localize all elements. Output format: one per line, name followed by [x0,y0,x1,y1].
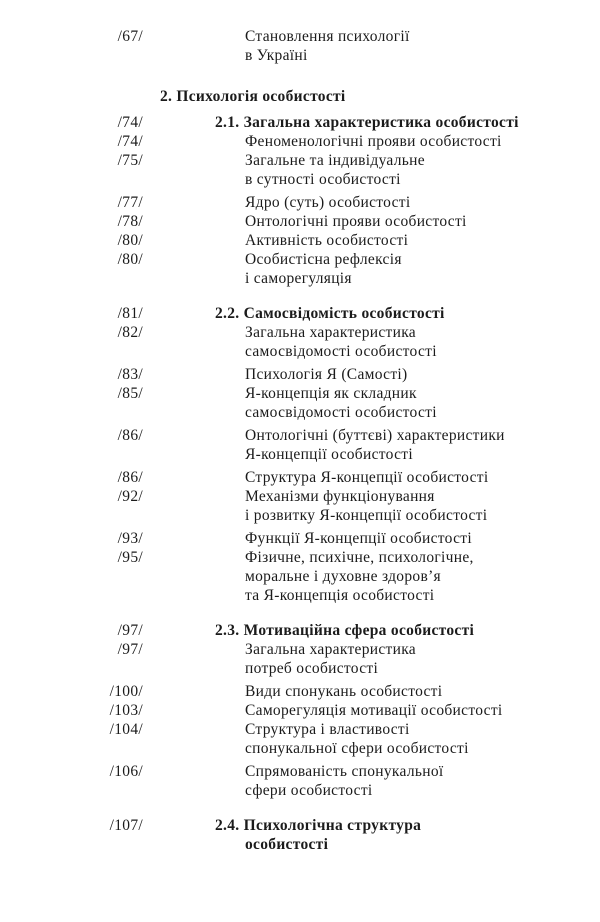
entry-title-line: самосвідомості особистості [245,404,437,421]
page-number: /103/ [109,702,143,719]
page-number: /92/ [117,488,143,505]
entry-title-line: Структура Я-концепції особистості [245,469,489,486]
toc-subsection-row [0,621,600,640]
entry-title-line: Механізми функціонування [245,488,435,505]
toc-subsection-row [0,113,600,132]
entry-title-line: Загальна характеристика [245,324,416,341]
entry-title [245,548,474,605]
entry-title [245,682,442,701]
toc-entry-row [0,487,600,525]
toc-subsection-row [0,304,600,323]
page-number: /81/ [117,305,143,322]
entry-title-line: в сутності особистості [245,171,401,188]
entry-title-line: Онтологічні (буттєві) характеристики [245,427,505,444]
toc-entry-row [0,231,600,250]
toc-entry-row [0,548,600,605]
page-number: /86/ [117,427,143,444]
entry-title-line: Психологія Я (Самості) [245,366,408,383]
page-number: /86/ [117,469,143,486]
entry-title-line: Я-концепції особистості [245,446,413,463]
page-number: /85/ [117,385,143,402]
entry-title-line: Ядро (суть) особистості [245,194,411,211]
entry-title [245,426,505,464]
page-number: /93/ [117,530,143,547]
toc-entry-row [0,682,600,701]
page-number: /95/ [117,549,143,566]
entry-title-line: самосвідомості особистості [245,343,437,360]
toc-entry-row [0,250,600,288]
entry-title-line: Феноменологічні прояви особистості [245,133,502,150]
entry-title [245,762,444,800]
entry-title [215,113,519,132]
toc-entry-row [0,132,600,151]
toc-entry-row [0,762,600,800]
page-number: /100/ [109,683,143,700]
entry-title-line: моральне і духовне здоров’я [245,568,441,585]
entry-title-line: спонукальної сфери особистості [245,740,469,757]
page-number: /78/ [117,213,143,230]
toc-entry-row [0,212,600,231]
page-number: /80/ [117,232,143,249]
toc-entry-row [0,384,600,422]
toc-entry-row [0,27,600,65]
entry-title-line: потреб особистості [245,660,379,677]
page-number: /74/ [117,114,143,131]
page-number: /82/ [117,324,143,341]
entry-title-line: і саморегуляція [245,270,352,287]
entry-title-line: Особистісна рефлексія [245,251,402,268]
entry-title [245,27,410,65]
page-number: /106/ [109,763,143,780]
entry-title-line: Фізичне, психічне, психологічне, [245,549,474,566]
entry-title-line: Спрямованість спонукальної [245,763,444,780]
entry-title-line: 2.1. Загальна характеристика особистості [215,114,519,131]
entry-title-line: і розвитку Я-концепції особистості [245,507,488,524]
toc-entry-row [0,365,600,384]
entry-title [245,487,487,525]
toc-entry-row [0,468,600,487]
entry-title-line: Загальна характеристика [245,641,416,658]
page-number: /75/ [117,152,143,169]
page-number: /104/ [109,721,143,738]
entry-title-line: Структура і властивості [245,721,410,738]
entry-title-line: в Україні [245,47,308,64]
section-heading: 2. Психологія особистості [160,88,346,105]
entry-title [215,816,421,854]
entry-title-line: 2.4. Психологічна структура [215,817,422,834]
toc-entry-row [0,720,600,758]
entry-title-line: 2.2. Самосвідомість особистості [215,305,445,322]
entry-title-line: Онтологічні прояви особистості [245,213,467,230]
entry-title [245,365,408,384]
toc-list [0,27,600,854]
toc-entry-row [0,426,600,464]
entry-title [245,151,425,189]
entry-title [245,720,469,758]
page-number: /74/ [117,133,143,150]
entry-title-line: Активність особистості [245,232,409,249]
page-number: /97/ [117,622,143,639]
entry-title [245,250,402,288]
entry-title-line: особистості [245,836,329,853]
entry-title [245,132,502,151]
toc-entry-row [0,701,600,720]
toc-entry-row [0,323,600,361]
entry-title-line: Становлення психології [245,28,410,45]
entry-title [245,384,437,422]
page-number: /107/ [109,817,143,834]
entry-title [245,323,437,361]
entry-title [245,640,416,678]
entry-title [245,529,472,548]
entry-title [245,468,488,487]
entry-title-line: Функції Я-концепції особистості [245,530,472,547]
entry-title [245,701,503,720]
entry-title [215,621,474,640]
toc-entry-row [0,193,600,212]
entry-title-line: Я-концепція як складник [245,385,417,402]
page-number: /83/ [117,366,143,383]
entry-title [245,193,410,212]
entry-title-line: 2.3. Мотиваційна сфера особистості [215,622,475,639]
toc-entry-row [0,640,600,678]
page-number: /77/ [117,194,143,211]
page-number: /80/ [117,251,143,268]
entry-title-line: Загальне та індивідуальне [245,152,425,169]
toc-subsection-row [0,816,600,854]
toc-entry-row [0,529,600,548]
page-number: /97/ [117,641,143,658]
entry-title-line: Види спонукань особистості [245,683,443,700]
entry-title [215,304,445,323]
entry-title [245,231,408,250]
entry-title-line: Саморегуляція мотивації особистості [245,702,503,719]
entry-title [245,212,467,231]
entry-title-line: сфери особистості [245,782,373,799]
entry-title-line: та Я-концепція особистості [245,587,435,604]
toc-entry-row [0,151,600,189]
page-number: /67/ [117,28,143,45]
